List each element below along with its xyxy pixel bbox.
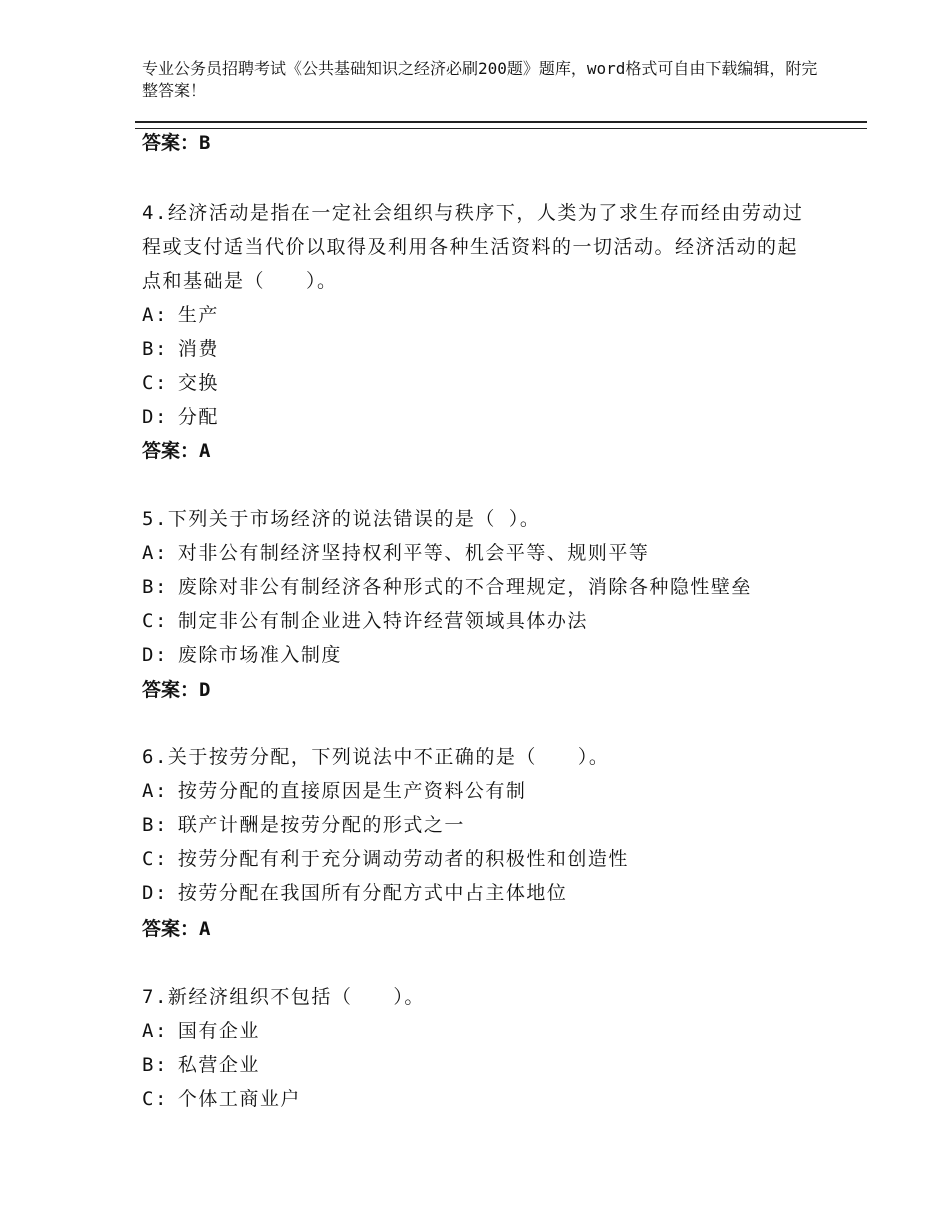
option-key: C [142, 848, 155, 870]
question-5 [142, 502, 807, 672]
header-divider [135, 121, 867, 129]
option-separator: : [154, 542, 168, 564]
option-separator: : [154, 1088, 168, 1110]
option-text: 制定非公有制企业进入特许经营领域具体办法 [177, 610, 588, 632]
option-d [142, 876, 807, 910]
option-d [142, 638, 807, 672]
question-stem: 6.关于按劳分配，下列说法中不正确的是（ ）。 [142, 746, 610, 768]
option-text: 生产 [177, 304, 219, 326]
option-a [142, 298, 807, 332]
option-separator: : [154, 814, 168, 836]
option-text: 按劳分配的直接原因是生产资料公有制 [177, 780, 527, 802]
option-key: A [142, 542, 155, 564]
option-text: 个体工商业户 [177, 1088, 301, 1110]
option-text: 对非公有制经济坚持权利平等、机会平等、规则平等 [177, 542, 650, 564]
option-key: D [142, 882, 155, 904]
option-key: C [142, 372, 155, 394]
option-separator: : [154, 338, 168, 360]
option-separator: : [154, 576, 168, 598]
option-separator: : [154, 848, 168, 870]
option-separator: : [154, 372, 168, 394]
option-separator: : [154, 780, 168, 802]
option-key: C [142, 1088, 155, 1110]
question-stem: 4.经济活动是指在一定社会组织与秩序下，人类为了求生存而经由劳动过程或支付适当代价以取得及利用各种生活资料的一切活动。经济活动的起点和基础是（ ）。 [142, 202, 804, 292]
option-key: A [142, 304, 155, 326]
option-b [142, 570, 807, 604]
option-key: B [142, 576, 155, 598]
option-c [142, 604, 807, 638]
answer-q4: 答案：A [142, 440, 211, 462]
option-key: D [142, 644, 155, 666]
option-text: 联产计酬是按劳分配的形式之一 [177, 814, 465, 836]
option-separator: : [154, 644, 168, 666]
option-separator: : [154, 1054, 168, 1076]
option-separator: : [154, 406, 168, 428]
option-text: 国有企业 [177, 1020, 260, 1042]
option-key: A [142, 780, 155, 802]
question-stem: 5.下列关于市场经济的说法错误的是（ ）。 [142, 508, 541, 530]
option-separator: : [154, 1020, 168, 1042]
question-4 [142, 196, 807, 434]
answer-q6: 答案：A [142, 918, 211, 940]
option-separator: : [154, 304, 168, 326]
option-text: 交换 [177, 372, 219, 394]
option-text: 废除市场准入制度 [177, 644, 342, 666]
option-separator: : [154, 610, 168, 632]
option-d [142, 400, 807, 434]
option-b [142, 1048, 807, 1082]
option-key: C [142, 610, 155, 632]
option-text: 废除对非公有制经济各种形式的不合理规定，消除各种隐性壁垒 [177, 576, 752, 598]
option-key: B [142, 338, 155, 360]
option-b [142, 332, 807, 366]
option-c [142, 366, 807, 400]
option-b [142, 808, 807, 842]
question-6 [142, 740, 807, 910]
option-text: 按劳分配有利于充分调动劳动者的积极性和创造性 [177, 848, 629, 870]
option-c [142, 1082, 807, 1116]
option-text: 按劳分配在我国所有分配方式中占主体地位 [177, 882, 568, 904]
option-key: A [142, 1020, 155, 1042]
option-text: 分配 [177, 406, 219, 428]
option-a [142, 1014, 807, 1048]
question-stem: 7.新经济组织不包括（ ）。 [142, 986, 425, 1008]
option-key: D [142, 406, 155, 428]
option-a [142, 774, 807, 808]
answer-q5: 答案：D [142, 679, 211, 701]
option-c [142, 842, 807, 876]
option-a [142, 536, 807, 570]
option-key: B [142, 1054, 155, 1076]
option-text: 消费 [177, 338, 219, 360]
question-7 [142, 980, 807, 1116]
page-header: 专业公务员招聘考试《公共基础知识之经济必刷200题》题库，word格式可自由下载编辑，附完整答案！ [142, 59, 818, 100]
option-separator: : [154, 882, 168, 904]
answer-q3: 答案：B [142, 132, 211, 154]
option-text: 私营企业 [177, 1054, 260, 1076]
option-key: B [142, 814, 155, 836]
